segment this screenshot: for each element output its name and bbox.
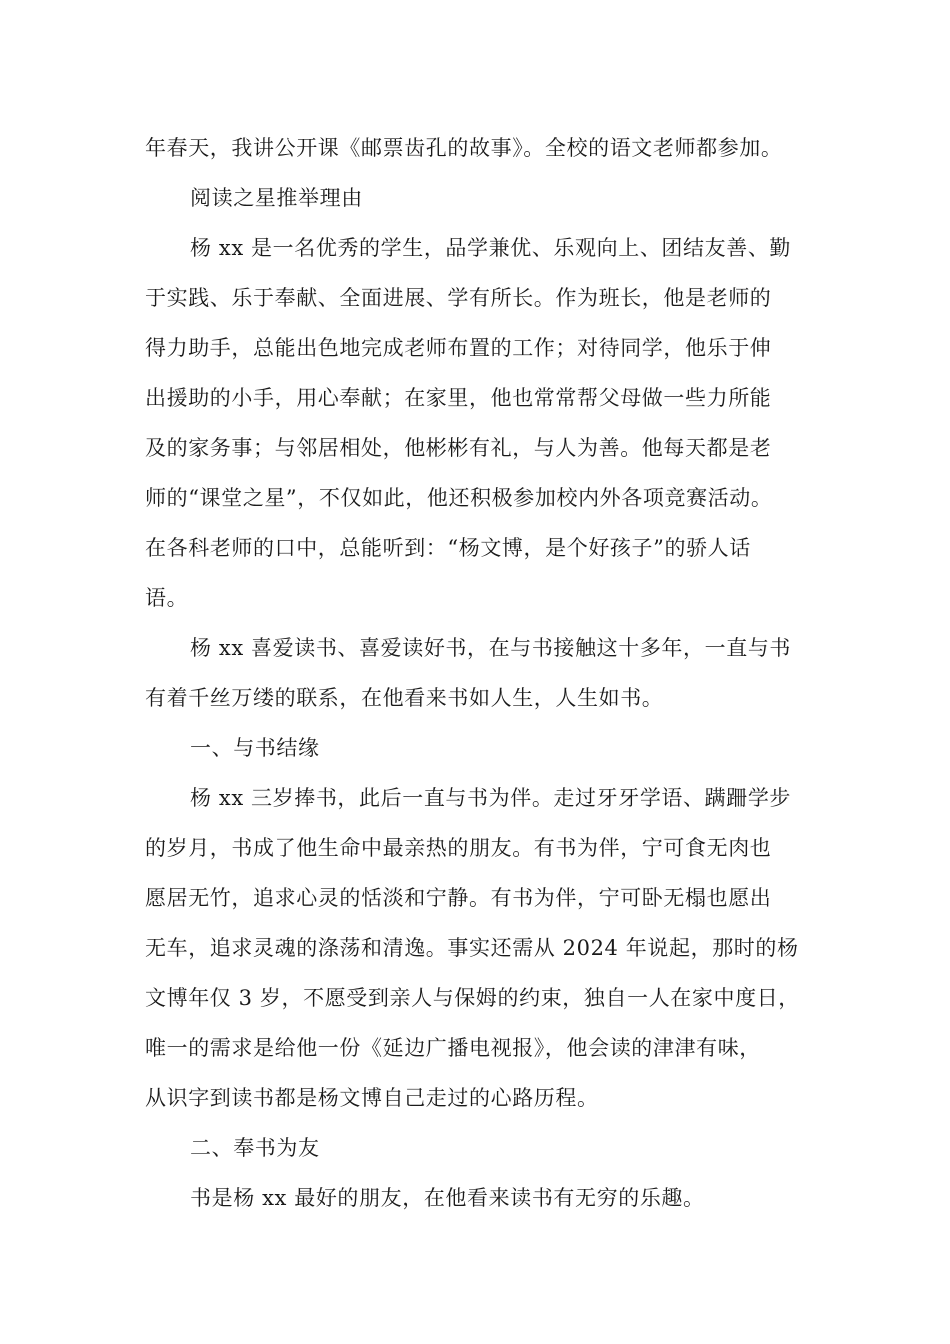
text-line: 师的“课堂之星”，不仅如此，他还积极参加校内外各项竞赛活动。 [145,486,773,510]
text-line: 无车，追求灵魂的涤荡和清逸。事实还需从 2024 年说起，那时的杨 [145,936,799,960]
text-line: 杨 xx 是一名优秀的学生，品学兼优、乐观向上、团结友善、勤 [190,236,792,260]
text-line: 愿居无竹，追求心灵的恬淡和宁静。有书为伴，宁可卧无榻也愿出 [145,886,772,910]
text-line: 及的家务事；与邻居相处，他彬彬有礼，与人为善。他每天都是老 [145,436,772,460]
text-line: 书是杨 xx 最好的朋友，在他看来读书有无穷的乐趣。 [190,1186,705,1210]
text-line: 有着千丝万缕的联系，在他看来书如人生，人生如书。 [145,686,664,710]
text-line: 语。 [145,586,189,610]
text-line: 出援助的小手，用心奉献；在家里，他也常常帮父母做一些力所能 [145,386,772,410]
text-line: 年春天，我讲公开课《邮票齿孔的故事》。全校的语文老师都参加。 [145,136,783,160]
text-line: 得力助手，总能出色地完成老师布置的工作；对待同学，他乐于伸 [145,336,772,360]
text-line: 的岁月，书成了他生命中最亲热的朋友。有书为伴，宁可食无肉也 [145,836,772,860]
text-line: 文博年仅 3 岁，不愿受到亲人与保姆的约束，独自一人在家中度日， [145,986,800,1010]
text-line: 杨 xx 三岁捧书，此后一直与书为伴。走过牙牙学语、蹒跚学步 [190,786,792,810]
text-line: 在各科老师的口中，总能听到：“杨文博，是个好孩子”的骄人话 [145,536,751,560]
text-line: 杨 xx 喜爱读书、喜爱读好书，在与书接触这十多年，一直与书 [190,636,792,660]
section-heading: 一、与书结缘 [190,736,320,760]
text-line: 从识字到读书都是杨文博自己走过的心路历程。 [145,1086,599,1110]
section-heading: 二、奉书为友 [190,1136,320,1160]
text-line: 于实践、乐于奉献、全面进展、学有所长。作为班长，他是老师的 [145,286,772,310]
section-heading: 阅读之星推举理由 [190,186,363,210]
text-line: 唯一的需求是给他一份《延边广播电视报》，他会读的津津有味， [145,1036,761,1060]
